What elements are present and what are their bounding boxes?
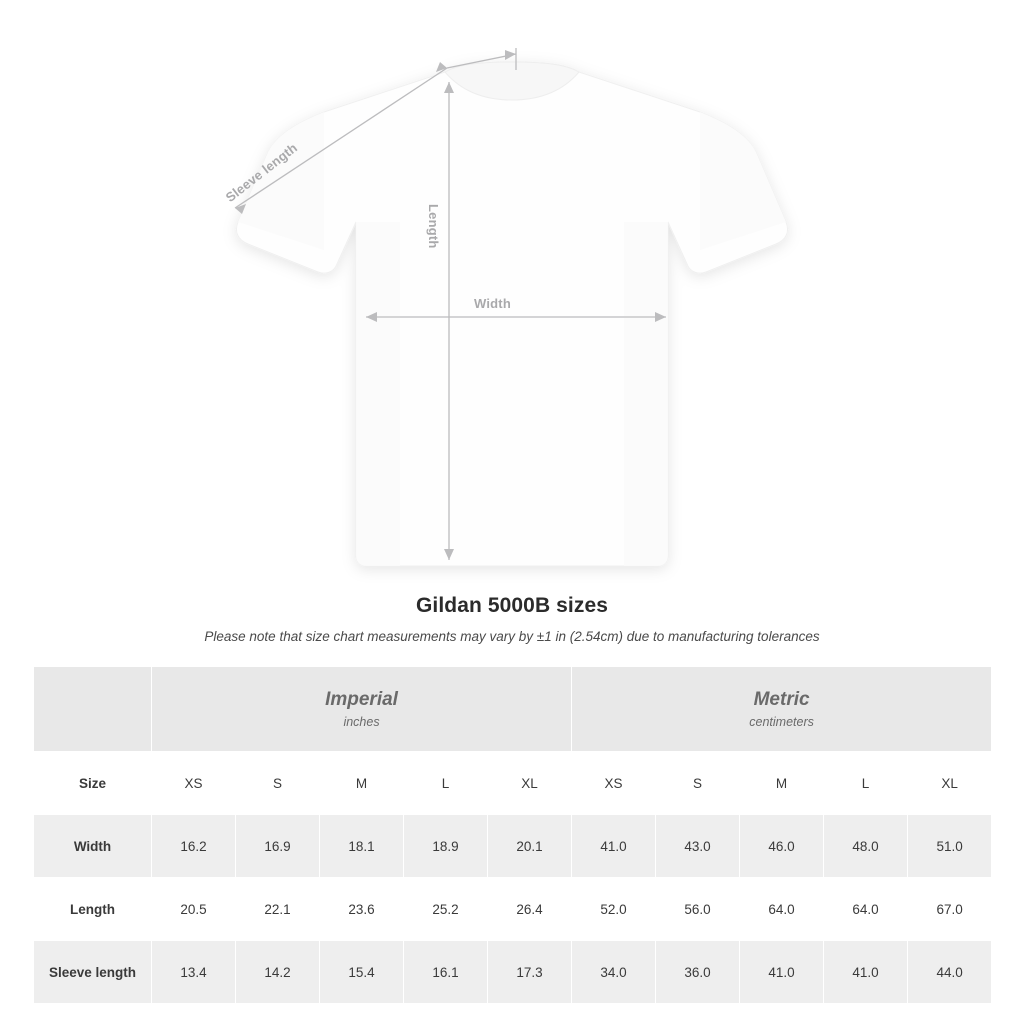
col-header-metric-m: M bbox=[740, 752, 824, 815]
cell-sleeve-metric-xl: 44.0 bbox=[908, 941, 992, 1004]
cell-length-imperial-xl: 26.4 bbox=[488, 878, 572, 941]
cell-sleeve-metric-s: 36.0 bbox=[656, 941, 740, 1004]
size-header-row bbox=[34, 752, 992, 815]
measurement-note: Please note that size chart measurements may vary by ±1 in (2.54cm) due to manufacturing tolerances bbox=[204, 629, 820, 644]
cell-sleeve-imperial-l: 16.1 bbox=[404, 941, 488, 1004]
imperial-unit-label: inches bbox=[343, 715, 380, 730]
col-header-imperial-xs: XS bbox=[152, 752, 236, 815]
width-dimension-label: Width bbox=[474, 296, 511, 311]
row-label-width: Width bbox=[34, 815, 152, 878]
cell-width-imperial-m: 18.1 bbox=[320, 815, 404, 878]
cell-width-metric-m: 46.0 bbox=[740, 815, 824, 878]
sleeve-length-dimension-label: Sleeve length bbox=[222, 139, 301, 205]
cell-sleeve-metric-xs: 34.0 bbox=[572, 941, 656, 1004]
metric-system-label: Metric bbox=[753, 688, 810, 710]
cell-length-metric-l: 64.0 bbox=[824, 878, 908, 941]
col-header-imperial-xl: XL bbox=[488, 752, 572, 815]
row-label-length: Length bbox=[34, 878, 152, 941]
cell-width-imperial-l: 18.9 bbox=[404, 815, 488, 878]
cell-length-imperial-l: 25.2 bbox=[404, 878, 488, 941]
cell-sleeve-imperial-s: 14.2 bbox=[236, 941, 320, 1004]
cell-length-metric-s: 56.0 bbox=[656, 878, 740, 941]
cell-width-metric-xl: 51.0 bbox=[908, 815, 992, 878]
col-header-imperial-m: M bbox=[320, 752, 404, 815]
cell-width-metric-l: 48.0 bbox=[824, 815, 908, 878]
cell-width-imperial-xl: 20.1 bbox=[488, 815, 572, 878]
col-header-metric-l: L bbox=[824, 752, 908, 815]
cell-sleeve-imperial-xl: 17.3 bbox=[488, 941, 572, 1004]
cell-length-imperial-m: 23.6 bbox=[320, 878, 404, 941]
metric-unit-label: centimeters bbox=[749, 715, 814, 730]
imperial-group-header bbox=[152, 667, 572, 752]
cell-length-metric-xs: 52.0 bbox=[572, 878, 656, 941]
cell-width-imperial-xs: 16.2 bbox=[152, 815, 236, 878]
cell-length-imperial-s: 22.1 bbox=[236, 878, 320, 941]
col-header-metric-xs: XS bbox=[572, 752, 656, 815]
cell-sleeve-metric-l: 41.0 bbox=[824, 941, 908, 1004]
cell-sleeve-imperial-xs: 13.4 bbox=[152, 941, 236, 1004]
row-label-sleeve-length: Sleeve length bbox=[34, 941, 152, 1004]
col-header-imperial-l: L bbox=[404, 752, 488, 815]
title-block bbox=[0, 594, 1024, 644]
col-header-metric-xl: XL bbox=[908, 752, 992, 815]
size-chart-table-wrap bbox=[33, 666, 991, 1004]
table-row bbox=[34, 878, 992, 941]
imperial-system-label: Imperial bbox=[325, 688, 398, 710]
unit-system-row bbox=[34, 667, 992, 752]
size-chart-table bbox=[33, 666, 992, 1004]
unit-row-corner bbox=[34, 667, 152, 752]
cell-width-imperial-s: 16.9 bbox=[236, 815, 320, 878]
page-title: Gildan 5000B sizes bbox=[415, 594, 609, 617]
col-header-imperial-s: S bbox=[236, 752, 320, 815]
cell-sleeve-imperial-m: 15.4 bbox=[320, 941, 404, 1004]
cell-length-metric-m: 64.0 bbox=[740, 878, 824, 941]
cell-length-metric-xl: 67.0 bbox=[908, 878, 992, 941]
table-row bbox=[34, 941, 992, 1004]
table-row bbox=[34, 815, 992, 878]
cell-width-metric-xs: 41.0 bbox=[572, 815, 656, 878]
cell-sleeve-metric-m: 41.0 bbox=[740, 941, 824, 1004]
metric-group-header bbox=[572, 667, 992, 752]
col-header-metric-s: S bbox=[656, 752, 740, 815]
cell-length-imperial-xs: 20.5 bbox=[152, 878, 236, 941]
length-dimension-label: Length bbox=[426, 204, 441, 249]
size-corner-header: Size bbox=[34, 752, 152, 815]
cell-width-metric-s: 43.0 bbox=[656, 815, 740, 878]
